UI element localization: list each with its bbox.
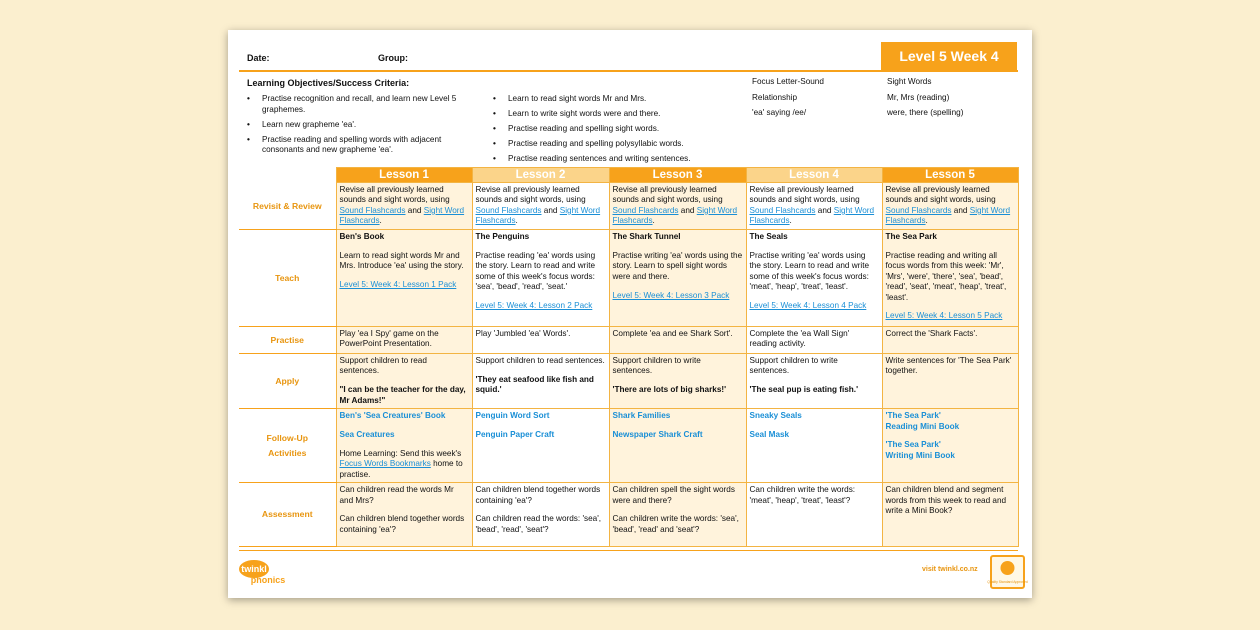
practise-cell: Play 'Jumbled 'ea' Words'. [472,327,609,354]
apply-sentence: 'They eat seafood like fish and squid.' [475,374,594,395]
practise-cell: Correct the 'Shark Facts'. [882,327,1018,354]
twinkl-logo-icon [238,558,293,590]
objective-item: • Practise reading and spelling sight words. [491,124,741,135]
focus-heading: Focus Letter-Sound [752,77,824,86]
assessment-question: Can children write the words: 'sea', 'bead', 'read' and 'seat'? [612,514,739,534]
sight-word-flashcards-link[interactable]: Sight Word Flashcards [612,205,738,226]
revisit-and: and [953,205,968,215]
assessment-cell [336,483,472,547]
objective-item: • Practise reading sentences and writing sentences. [491,154,741,165]
assessment-question: Can children read the words: 'sea', 'bead', 'read', 'seat'? [475,514,602,534]
lesson-plan-table [239,167,1019,547]
apply-sentence: 'The seal pup is eating fish.' [749,385,859,395]
apply-text: Support children to read sentences. [339,356,427,376]
page-title: Level 5 Week 4 [881,42,1017,70]
teach-cell [882,230,1018,327]
practise-row [239,327,1018,354]
lesson-header-row [239,168,1018,183]
sound-flashcards-link[interactable]: Sound Flashcards [475,205,542,215]
apply-sentence: "I can be the teacher for the day, Mr Adams!" [339,385,466,405]
assessment-question: Can children read the words Mr and Mrs? [339,485,454,505]
assessment-question: Can children blend together words containing 'ea'? [339,514,465,534]
revisit-end: . [925,216,928,226]
lesson-plan-page [228,30,1032,598]
teach-text: Practise writing 'ea' words using the story. Learn to read and write some of this week's focus words: 'meat', 'heap', 'treat', 'least'. [749,250,870,292]
revisit-cell [472,183,609,230]
practise-cell: Complete 'ea and ee Shark Sort'. [609,327,746,354]
objective-item: • Learn to write sight words were and there. [491,109,741,120]
group-label: Group: [378,53,408,63]
revisit-text: Revise all previously learned sounds and sight words, using [749,185,860,205]
sight-word-flashcards-link[interactable]: Sight Word Flashcards [749,205,875,226]
lesson-1-header: Lesson 1 [336,168,472,183]
revisit-row [239,183,1018,230]
quality-badge-icon [987,555,1028,589]
apply-text: Support children to read sentences. [475,356,605,365]
apply-text: Support children to write sentences. [612,356,701,376]
footer-divider [239,550,1018,551]
activity-link[interactable]: Penguin Word Sort [475,411,550,421]
story-title: Ben's Book [339,232,385,241]
apply-cell [336,354,472,409]
row-label-revisit: Revisit & Review [239,183,336,230]
revisit-cell [609,183,746,230]
assessment-cell [882,483,1018,547]
assessment-row [239,483,1018,547]
sound-flashcards-link[interactable]: Sound Flashcards [339,205,406,215]
assessment-question: Can children write the words: 'meat', 'heap', 'treat', 'least'? [749,485,856,505]
assessment-cell [472,483,609,547]
objective-item: • Learn to read sight words Mr and Mrs. [491,94,741,105]
teach-text: Practise writing 'ea' words using the story. Learn to spell sight words were and there. [612,250,743,281]
row-label-apply: Apply [239,354,336,409]
revisit-and: and [680,205,695,215]
story-title: The Penguins [475,232,530,241]
apply-text: Support children to write sentences. [749,356,838,376]
followup-label-1: Follow-Up [266,432,309,443]
objectives-heading: Learning Objectives/Success Criteria: [247,78,410,88]
activity-link-line-2: Writing Mini Book [885,450,955,460]
activity-link-line-2: Reading Mini Book [885,421,960,431]
row-label-teach: Teach [239,230,336,327]
revisit-cell [746,183,882,230]
story-title: The Sea Park [885,232,937,241]
revisit-cell [882,183,1018,230]
revisit-text: Revise all previously learned sounds and sight words, using [475,185,586,205]
lesson-pack-link[interactable]: Level 5: Week 4: Lesson 2 Pack [475,301,593,311]
assessment-question: Can children blend and segment words from this week to read and write a Mini Book? [885,485,1007,515]
activity-link[interactable]: Sea Creatures [339,430,395,440]
row-label-practise: Practise [239,327,336,354]
assessment-cell [746,483,882,547]
apply-row [239,354,1018,409]
activity-link-line-1: 'The Sea Park' [885,411,941,421]
apply-cell [746,354,882,409]
sight-words-reading: Mr, Mrs (reading) [887,92,950,102]
focus-words-bookmarks-link[interactable]: Focus Words Bookmarks [339,459,431,469]
teach-text: Practise reading and writing all focus words from this week: 'Mr', 'Mrs', 'were', 'there', 'sea', 'bead', 'read', 'seat', 'meat', 'heap', 'treat', 'least'. [885,250,1007,302]
row-label-assessment: Assessment [239,483,336,547]
date-label: Date: [247,53,270,63]
objective-item: • Practise reading and spelling words with adjacent consonants and new grapheme 'ea'. [245,135,485,156]
followup-cell [882,409,1018,483]
apply-cell [609,354,746,409]
activity-link-line-1: 'The Sea Park' [885,440,941,450]
lesson-pack-link[interactable]: Level 5: Week 4: Lesson 3 Pack [612,290,730,300]
revisit-cell [336,183,472,230]
teach-cell [336,230,472,327]
sound-flashcards-link[interactable]: Sound Flashcards [749,205,816,215]
visit-link[interactable]: visit twinkl.co.nz [922,566,978,573]
assessment-question: Can children blend together words containing 'ea'? [475,485,601,505]
quality-badge-graphic [987,557,1028,587]
sight-word-flashcards-link[interactable]: Sight Word Flashcards [475,205,601,226]
teach-cell [472,230,609,327]
apply-text: Write sentences for 'The Sea Park' together. [885,356,1012,376]
lesson-5-header: Lesson 5 [882,168,1018,183]
revisit-and: and [543,205,558,215]
apply-cell [472,354,609,409]
followup-cell [746,409,882,483]
activity-link[interactable] [886,440,1015,461]
story-title: The Seals [749,232,788,241]
lesson-pack-link[interactable]: Level 5: Week 4: Lesson 4 Pack [749,301,867,311]
activity-link[interactable]: Newspaper Shark Craft [612,430,703,440]
header-divider [239,70,1018,72]
revisit-end: . [789,216,792,226]
logo-text-phonics: phonics [250,575,286,585]
lesson-4-header: Lesson 4 [746,168,882,183]
sight-word-flashcards-link[interactable]: Sight Word Flashcards [885,205,1011,226]
sight-words-spelling: were, there (spelling) [887,108,964,118]
teach-text: Practise reading 'ea' words using the story. Learn to read and write some of this week's focus words: 'sea', 'bead', 'read', 'seat.' [475,250,596,292]
revisit-end: . [652,216,655,226]
assessment-question: Can children spell the sight words were and there? [612,485,735,505]
activity-link[interactable]: Shark Families [612,411,671,421]
logo-text-twinkl: twinkl [241,564,267,574]
objectives-list-1 [245,94,485,160]
revisit-and: and [817,205,832,215]
focus-heading-2: Relationship [752,92,798,102]
assessment-cell [609,483,746,547]
story-title: The Shark Tunnel [612,232,681,241]
followup-label-2: Activities [268,448,307,459]
row-label-followup [239,409,336,483]
apply-cell [882,354,1018,409]
corner-cell [239,168,336,183]
revisit-text: Revise all previously learned sounds and sight words, using [612,185,723,205]
revisit-and: and [407,205,422,215]
home-learning-text: Home Learning: Send this week's [339,448,462,458]
teach-cell [746,230,882,327]
teach-cell [609,230,746,327]
focus-value: 'ea' saying /ee/ [752,108,807,118]
objective-item: • Practise reading and spelling polysyllabic words. [491,139,741,150]
activity-link[interactable]: Penguin Paper Craft [475,430,555,440]
followup-cell [336,409,472,483]
practise-cell: Complete the 'ea Wall Sign' reading activity. [746,327,882,354]
practise-cell: Play 'ea I Spy' game on the PowerPoint Presentation. [336,327,472,354]
lesson-3-header: Lesson 3 [609,168,746,183]
quality-badge-text: Quality Standard Approved [987,580,1028,584]
lesson-pack-link[interactable]: Level 5: Week 4: Lesson 5 Pack [885,311,1003,321]
sound-flashcards-link[interactable]: Sound Flashcards [612,205,679,215]
lesson-2-header: Lesson 2 [472,168,609,183]
home-learning-text-end: home to practise. [339,459,463,479]
objectives-list-2 [491,94,741,169]
activity-link[interactable]: Seal Mask [749,430,790,440]
teach-text: Learn to read sight words Mr and Mrs. Introduce 'ea' using the story. [339,250,464,271]
objective-item: • Practise recognition and recall, and learn new Level 5 graphemes. [245,94,485,115]
activity-link[interactable] [886,411,1015,432]
sight-words-heading: Sight Words [887,77,932,86]
lesson-pack-link[interactable]: Level 5: Week 4: Lesson 1 Pack [339,280,457,290]
apply-sentence: 'There are lots of big sharks!' [612,385,727,395]
sight-word-flashcards-link[interactable]: Sight Word Flashcards [339,205,465,226]
revisit-text: Revise all previously learned sounds and sight words, using [885,185,996,205]
focus-letter-sound [752,77,882,119]
revisit-end: . [515,216,518,226]
objective-item: • Learn new grapheme 'ea'. [245,120,485,131]
followup-cell [472,409,609,483]
followup-row [239,409,1018,483]
followup-cell [609,409,746,483]
twinkl-phonics-logo [238,558,293,588]
revisit-text: Revise all previously learned sounds and sight words, using [339,185,450,205]
activity-link[interactable]: Sneaky Seals [749,411,802,421]
revisit-end: . [379,216,382,226]
sound-flashcards-link[interactable]: Sound Flashcards [885,205,952,215]
activity-link[interactable]: Ben's 'Sea Creatures' Book [339,411,446,421]
teach-row [239,230,1018,327]
sight-words [887,77,1017,119]
